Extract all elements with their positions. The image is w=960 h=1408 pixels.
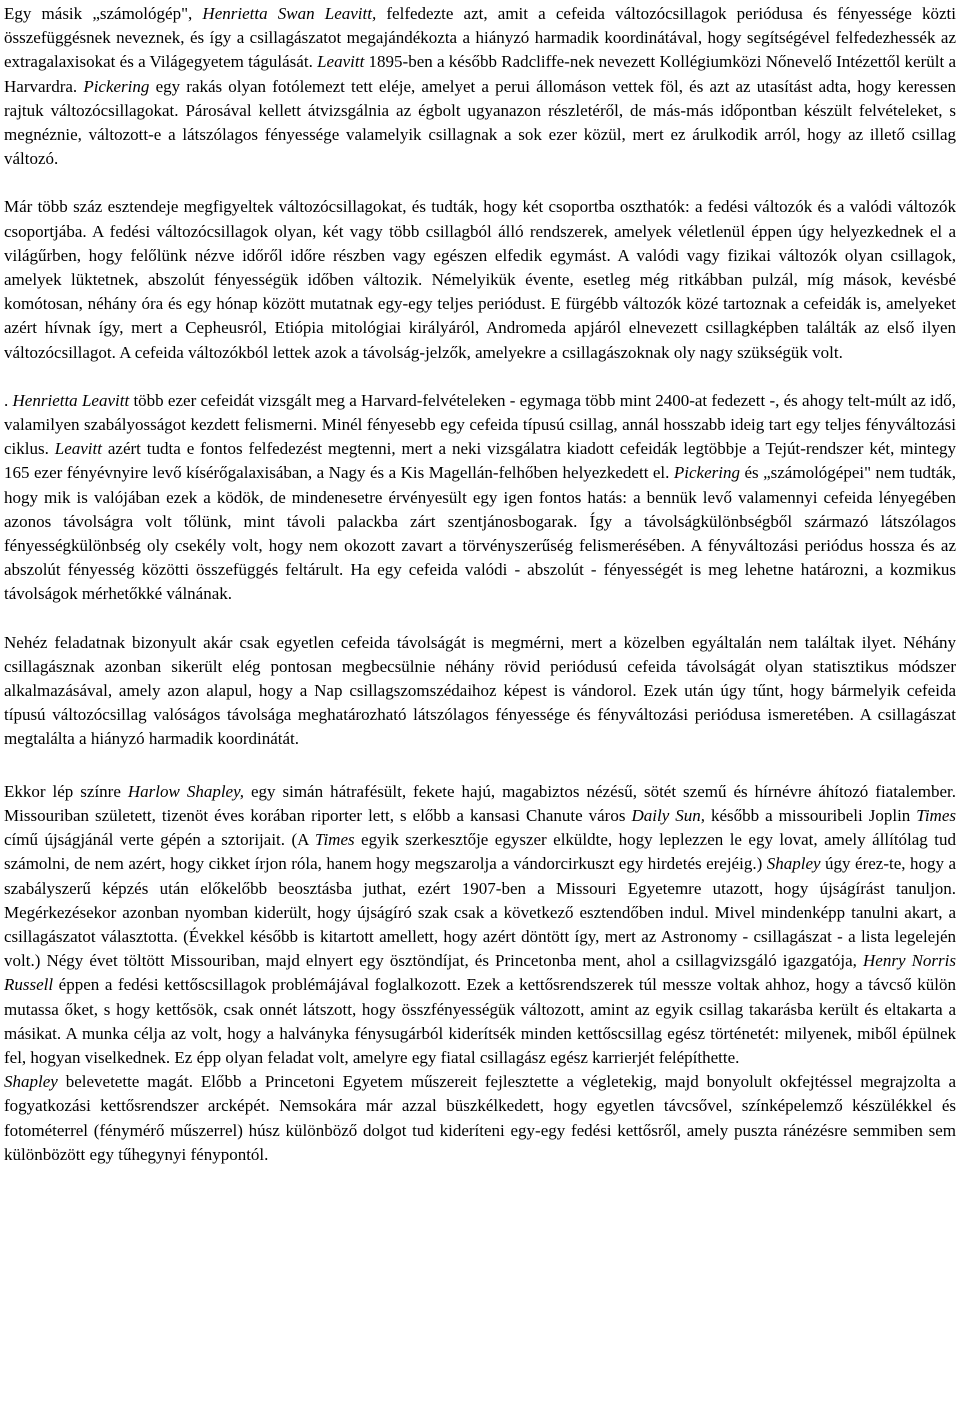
text-run: 1895-ben a később Radcliffe-nek nevezett Kollégiumközi Nőnevelő Intézettől került a Harvardra. xyxy=(4,52,956,96)
italic-text-run: Henrietta Swan Leavitt, xyxy=(202,4,377,23)
text-run: éppen a fedési kettőscsillagok problémájával foglalkozott. Ezek a kettősrendszerek túl messze voltak ahhoz, hogy a távcső külön mutassa őket, s hogy kettősök, csak onnét látszott, hogy összfényességük változott, amint az egyik csillag takarásba került és eltakarta a másikat. A munka célja az volt, hogy a halványka fénysugárból kiderítsék minden kettőscsillag egész történetét: milyenek, miből épülnek fel, hogyan viselkednek. Ez épp olyan feladat volt, amelyre egy fiatal csillagász egész karrierjét felépíthette. xyxy=(4,975,956,1067)
text-run: belevetette magát. Előbb a Princetoni Egyetem műszereit fejlesztette a végletekig, majd bonyolult okfejtéssel megrajzolta a fogyatkozási kettősrendszer arcképét. Nemsokára már azzal büszkélkedett, hogy egyetlen távcsővel, színképelemző készülékkel és fotométerrel (fénymérő műszerrel) húsz különböző dolgot tud kideríteni egy-egy fedési kettősről, amely puszta ránézésre semmiben sem különbözött egy tűhegynyi fénypontól. xyxy=(4,1072,956,1164)
text-run: című újságjánál verte gépén a sztorijait. (A xyxy=(4,830,315,850)
text-run: Nehéz feladatnak bizonyult akár csak egyetlen cefeida távolságát is megmérni, mert a közelben egyáltalán nem találtak ilyet. Néhány csillagásznak azonban sikerült elég pontosan megbecsülnie néhány rövid periódusú cefeida távolságát olyan statisztikus módszer alkalmazásával, amely azon alapul, hogy a Nap csillagszomszédaihoz képest is vándorol. Ezek után úgy tűnt, hogy bármelyik cefeida típusú változócsillag valóságos távolsága meghatározható látszólagos fényessége és fényváltozási periódusa ismeretében. A csillagászat megtalálta a hiányzó harmadik koordinátát. xyxy=(4,632,956,749)
text-run: felfedezte azt, amit a cefeida változócsillagok periódusa és fényessége közti összefüggésnek neveznek, és így a csillagászatot megajándékozta a hiányzó harmadik koordinátával, hogy segítségével felfedezhessék az extragalaxisokat és a Világegyetem tágulását. xyxy=(4,4,956,72)
italic-text-run: Daily Sun, xyxy=(631,805,705,825)
italic-text-run: Pickering xyxy=(673,463,740,483)
text-run: és „számológépei" nem tudták, hogy mik is valójában ezek a ködök, de mindenesetre érvényesült egy igen fontos hatás: a bennük levő valamennyi cefeida lényegében azonos távolságra volt tőlünk, mint távoli palackba zárt szentjánosbogarak. Így a távolságkülönbségből származó látszólagos fényességkülönbség oly csekély volt, hogy nem okozott zavart a törvényszerűség felismerésében. A fényváltozási periódus hossza és az abszolút fényesség közötti összefüggés feltárult. Ha egy cefeida valódi - abszolút - fényességét is meg lehetne határozni, a kozmikus távolságok mérhetőkké válnának. xyxy=(4,463,957,604)
text-run: egyik szerkesztője egyszer elküldte, hogy leplezzen le egy lovat, amely állítólag tud számolni, de nem azért, hogy cikket írjon róla, hanem hogy megszarolja a vándorcirkuszt egy hirdetés erejéig.) xyxy=(4,830,956,874)
italic-text-run: Times xyxy=(916,805,956,825)
italic-text-run: Pickering xyxy=(83,76,150,96)
italic-text-run: Leavitt xyxy=(54,439,102,459)
text-run: . xyxy=(4,390,13,410)
italic-text-run: Leavitt xyxy=(317,52,365,72)
italic-text-run: Henry Norris Russell xyxy=(4,951,956,995)
paragraph-leavitt-discovery xyxy=(4,389,956,607)
paragraph-leavitt-intro xyxy=(4,2,956,171)
text-run: úgy érez-te, hogy a szabályszerű képzés után előkelőbb beosztásba juthat, ezért 1907-ben a Missouri Egyetemre utazott, hogy újságírást tanuljon. Megérkezésekor azonban nyomban kiderült, hogy újságíró szak csak a következő esztendőben indul. Mivel mindenképp tanulni akart, a csillagászatot választotta. (Évekkel később is kitartott amellett, hogy azért döntött így, mert az Astronomy - csillagászat - a lista legelején volt.) Négy évet töltött Missouriban, majd elnyert egy ösztöndíjat, és Princetonba ment, ahol a csillagvizsgáló igazgatója, xyxy=(4,854,957,971)
italic-text-run: Harlow Shapley, xyxy=(127,781,244,801)
paragraph-shapley-intro xyxy=(4,780,956,1070)
italic-text-run: Shapley xyxy=(4,1072,58,1092)
text-run: egy simán hátrafésült, fekete hajú, magabiztos nézésű, sötét szemű és hírnévre áhítozó fiatalember. Missouriban született, tizenöt éves korában riporter lett, s előbb a kansasi Chanute város xyxy=(4,781,956,825)
italic-text-run: Times xyxy=(314,830,355,850)
text-run: Egy másik „számológép", xyxy=(4,4,203,23)
paragraph-cepheid-distance xyxy=(4,631,956,752)
text-run: egy rakás olyan fotólemezt tett eléje, amelyet a perui állomáson vettek föl, és azt az utasítást adta, hogy keressen rajtuk változócsillagokat. Párosával kellett átvizsgálnia az égbolt ugyanazon részletéről, de más-más időpontban készült felvételeket, s megnéznie, változott-e a látszólagos fényessége valamelyik csillagnak a sok ezer közül, mert ez árulkodik arról, hogy az illető csillag változó. xyxy=(4,76,956,169)
text-run: azért tudta e fontos felfedezést megtenni, mert a neki vizsgálatra kiadott cefeidák legtöbbje a Tejút-rendszer két, mintegy 165 ezer fényévnyire levő kísérőgalaxisában, a Nagy és a Kis Magellán-felhőben helyezkedett el. xyxy=(4,439,956,483)
italic-text-run: Henrietta Leavitt xyxy=(12,390,130,410)
italic-text-run: Shapley xyxy=(766,854,821,874)
text-run: Ekkor lép színre xyxy=(4,781,128,801)
text-run: később a missouribeli Joplin xyxy=(704,805,917,825)
paragraph-variable-stars xyxy=(4,195,956,364)
text-run: több ezer cefeidát vizsgált meg a Harvard-felvételeken - egymaga több mint 2400-at fedezett -, és ahogy telt-múlt az idő, valamilyen szabályosságot kezdett felismerni. Minél fényesebb egy cefeida típusú csillag, annál hosszabb ideig tart egy teljes fényváltozási ciklus. xyxy=(4,390,956,459)
text-run: Már több száz esztendeje megfigyeltek változócsillagokat, és tudták, hogy két csoportba oszthatók: a fedési változók és a valódi változók csoportjába. A fedési változócsillagok olyan, két vagy több csillagból álló rendszerek, amelyek véletlenül éppen úgy helyezkednek el a világűrben, hogy felőlünk nézve időről időre részben vagy egészen elfedik egymást. A valódi vagy fizikai változók olyan csillagok, amelyek lüktetnek, abszolút fényességük időben változik. Némelyikük évente, esetleg még ritkábban pulzál, míg mások, kevésbé komótosan, néhány óra és egy hónap között mutatnak egy-egy teljes periódust. E fürgébb változók közé tartoznak a cefeidák is, amelyeket azért hívnak így, mert a Cepheusról, Etiópia mitológiai királyáról, Andromeda apjáról elnevezett csillagképben találták az első ilyen változócsillagot. A cefeida változókból lettek azok a távolság-jelzők, amelyekre a csillagászoknak oly nagy szükségük volt. xyxy=(4,197,956,362)
paragraph-shapley-princeton xyxy=(4,1070,956,1167)
